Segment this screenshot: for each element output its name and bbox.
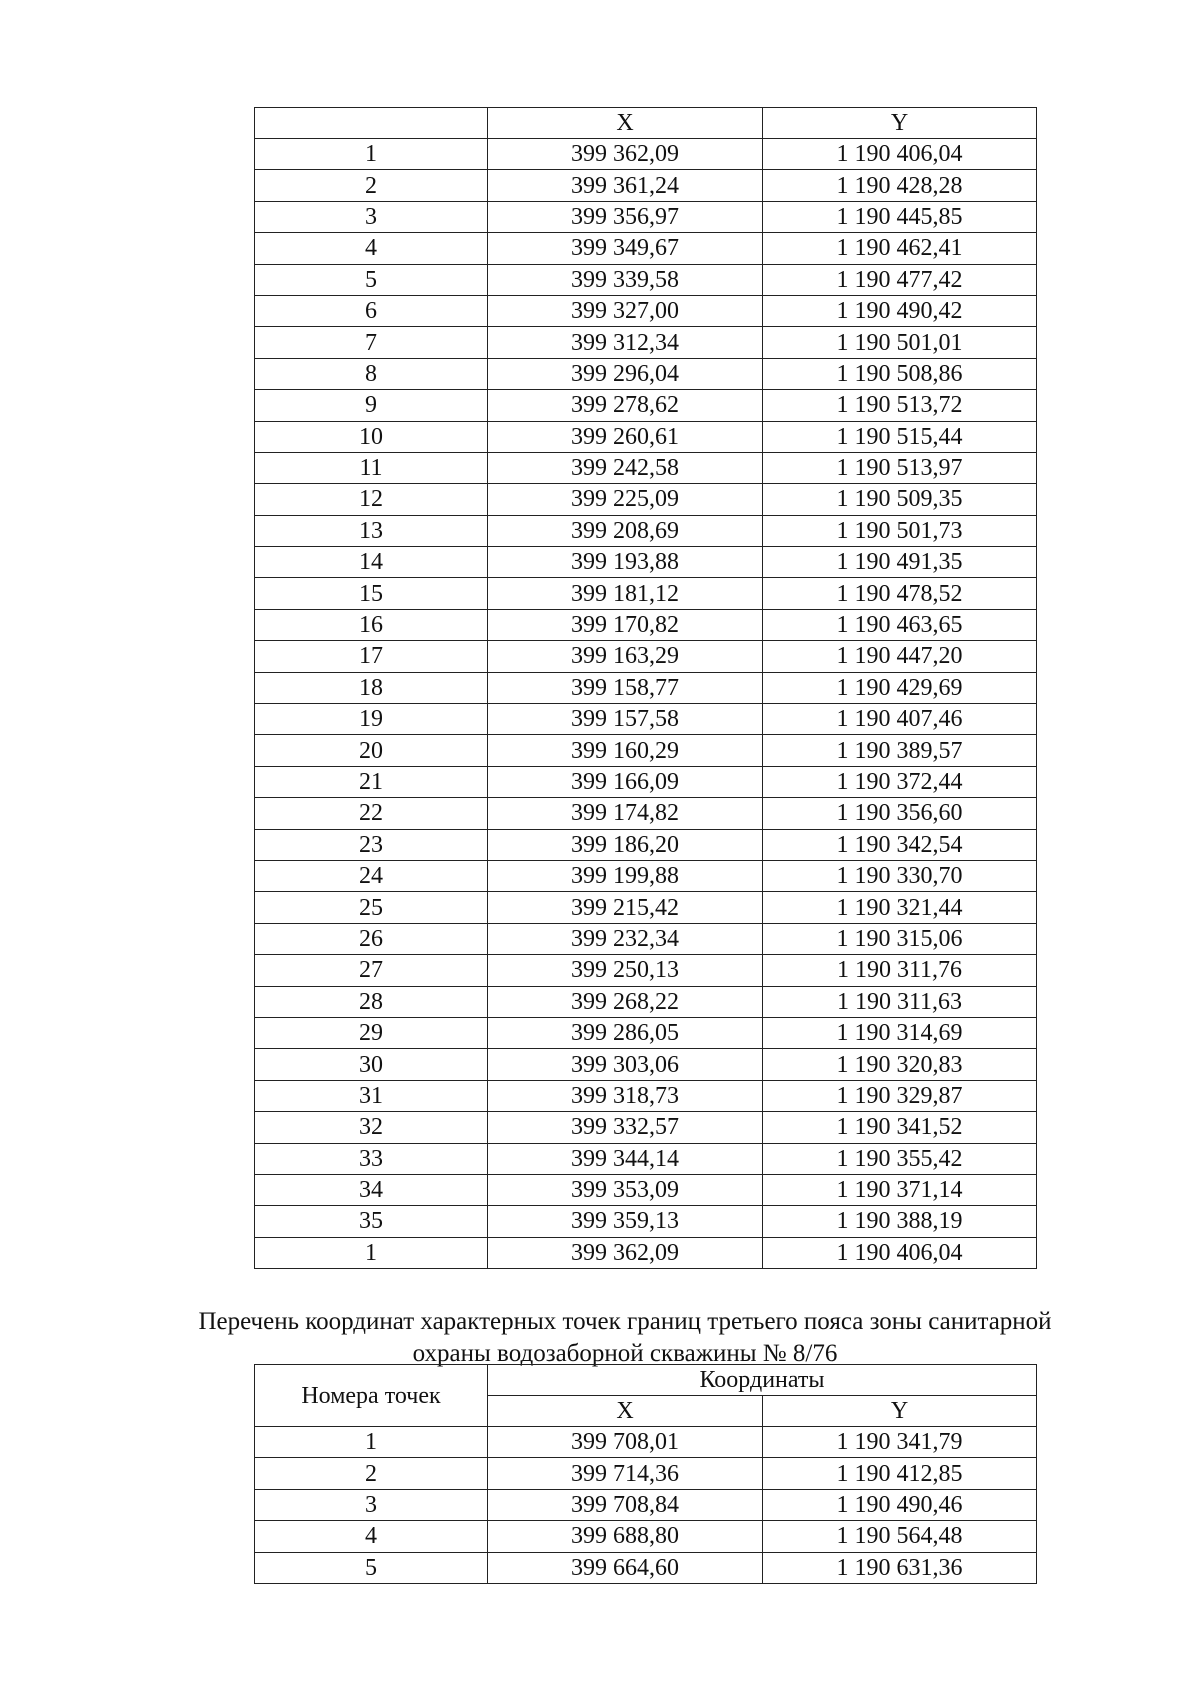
cell-x: 399 174,82 (488, 798, 763, 829)
cell-x: 399 708,84 (488, 1489, 763, 1520)
cell-x: 399 359,13 (488, 1206, 763, 1237)
cell-x: 399 688,80 (488, 1521, 763, 1552)
cell-point-number: 19 (255, 704, 488, 735)
cell-y: 1 190 412,85 (763, 1458, 1037, 1489)
cell-y: 1 190 314,69 (763, 1017, 1037, 1048)
cell-x: 399 232,34 (488, 923, 763, 954)
cell-x: 399 714,36 (488, 1458, 763, 1489)
table-row (255, 295, 1037, 326)
cell-point-number: 12 (255, 484, 488, 515)
table-row (255, 421, 1037, 452)
table-row (255, 1017, 1037, 1048)
cell-x: 399 332,57 (488, 1112, 763, 1143)
cell-point-number: 34 (255, 1174, 488, 1205)
cell-x: 399 157,58 (488, 704, 763, 735)
cell-y: 1 190 320,83 (763, 1049, 1037, 1080)
table-row (255, 1112, 1037, 1143)
header-point-number (255, 108, 488, 139)
cell-point-number: 33 (255, 1143, 488, 1174)
cell-y: 1 190 356,60 (763, 798, 1037, 829)
cell-y: 1 190 477,42 (763, 264, 1037, 295)
header-coordinates: Координаты (488, 1365, 1037, 1396)
cell-point-number: 10 (255, 421, 488, 452)
cell-x: 399 158,77 (488, 672, 763, 703)
table-row (255, 1143, 1037, 1174)
table-row (255, 1521, 1037, 1552)
cell-y: 1 190 462,41 (763, 233, 1037, 264)
table-row (255, 327, 1037, 358)
cell-y: 1 190 501,73 (763, 515, 1037, 546)
cell-y: 1 190 315,06 (763, 923, 1037, 954)
table-row (255, 1174, 1037, 1205)
table-row (255, 735, 1037, 766)
cell-point-number: 28 (255, 986, 488, 1017)
cell-x: 399 166,09 (488, 766, 763, 797)
cell-y: 1 190 330,70 (763, 860, 1037, 891)
header-x: X (488, 1396, 763, 1427)
cell-point-number: 6 (255, 295, 488, 326)
cell-y: 1 190 389,57 (763, 735, 1037, 766)
table-row (255, 515, 1037, 546)
table-row (255, 484, 1037, 515)
cell-y: 1 190 501,01 (763, 327, 1037, 358)
cell-y: 1 190 513,72 (763, 390, 1037, 421)
cell-point-number: 3 (255, 1489, 488, 1520)
cell-y: 1 190 445,85 (763, 201, 1037, 232)
cell-x: 399 708,01 (488, 1427, 763, 1458)
cell-point-number: 3 (255, 201, 488, 232)
cell-x: 399 268,22 (488, 986, 763, 1017)
table-row (255, 201, 1037, 232)
cell-y: 1 190 508,86 (763, 358, 1037, 389)
cell-y: 1 190 321,44 (763, 892, 1037, 923)
table-header-row (255, 1365, 1037, 1396)
cell-point-number: 17 (255, 641, 488, 672)
header-point-numbers: Номера точек (255, 1365, 488, 1427)
table-caption (150, 1306, 1100, 1370)
cell-point-number: 27 (255, 955, 488, 986)
cell-y: 1 190 509,35 (763, 484, 1037, 515)
cell-y: 1 190 311,76 (763, 955, 1037, 986)
table-row (255, 766, 1037, 797)
cell-x: 399 362,09 (488, 139, 763, 170)
cell-y: 1 190 406,04 (763, 1237, 1037, 1268)
cell-point-number: 5 (255, 264, 488, 295)
cell-y: 1 190 491,35 (763, 547, 1037, 578)
cell-point-number: 30 (255, 1049, 488, 1080)
table-row (255, 170, 1037, 201)
cell-x: 399 286,05 (488, 1017, 763, 1048)
cell-point-number: 1 (255, 1427, 488, 1458)
cell-y: 1 190 341,79 (763, 1427, 1037, 1458)
table-row (255, 358, 1037, 389)
table-row (255, 264, 1037, 295)
cell-point-number: 31 (255, 1080, 488, 1111)
table-row (255, 1552, 1037, 1583)
cell-x: 399 170,82 (488, 609, 763, 640)
cell-x: 399 327,00 (488, 295, 763, 326)
cell-point-number: 20 (255, 735, 488, 766)
cell-x: 399 312,34 (488, 327, 763, 358)
cell-point-number: 13 (255, 515, 488, 546)
table-row (255, 1049, 1037, 1080)
cell-point-number: 1 (255, 139, 488, 170)
cell-y: 1 190 311,63 (763, 986, 1037, 1017)
cell-x: 399 215,42 (488, 892, 763, 923)
table-row (255, 390, 1037, 421)
cell-point-number: 21 (255, 766, 488, 797)
table-row (255, 547, 1037, 578)
cell-point-number: 11 (255, 452, 488, 483)
cell-x: 399 278,62 (488, 390, 763, 421)
cell-x: 399 356,97 (488, 201, 763, 232)
cell-y: 1 190 355,42 (763, 1143, 1037, 1174)
cell-y: 1 190 388,19 (763, 1206, 1037, 1237)
header-y: Y (763, 1396, 1037, 1427)
cell-point-number: 26 (255, 923, 488, 954)
table-row (255, 1489, 1037, 1520)
table-row (255, 641, 1037, 672)
cell-point-number: 16 (255, 609, 488, 640)
cell-y: 1 190 372,44 (763, 766, 1037, 797)
cell-x: 399 242,58 (488, 452, 763, 483)
table-row (255, 578, 1037, 609)
cell-y: 1 190 341,52 (763, 1112, 1037, 1143)
cell-x: 399 160,29 (488, 735, 763, 766)
cell-y: 1 190 564,48 (763, 1521, 1037, 1552)
cell-x: 399 664,60 (488, 1552, 763, 1583)
cell-x: 399 260,61 (488, 421, 763, 452)
cell-y: 1 190 406,04 (763, 139, 1037, 170)
cell-y: 1 190 371,14 (763, 1174, 1037, 1205)
cell-x: 399 339,58 (488, 264, 763, 295)
cell-point-number: 4 (255, 233, 488, 264)
cell-x: 399 353,09 (488, 1174, 763, 1205)
table-row (255, 1080, 1037, 1111)
table-row (255, 233, 1037, 264)
table-header-row (255, 108, 1037, 139)
cell-x: 399 163,29 (488, 641, 763, 672)
caption-line-1: Перечень координат характерных точек границ третьего пояса зоны санитарной (198, 1308, 1052, 1335)
cell-x: 399 193,88 (488, 547, 763, 578)
cell-point-number: 32 (255, 1112, 488, 1143)
table-row (255, 1458, 1037, 1489)
cell-point-number: 35 (255, 1206, 488, 1237)
cell-point-number: 25 (255, 892, 488, 923)
table-row (255, 1237, 1037, 1268)
cell-y: 1 190 513,97 (763, 452, 1037, 483)
cell-y: 1 190 515,44 (763, 421, 1037, 452)
cell-point-number: 4 (255, 1521, 488, 1552)
table-row (255, 829, 1037, 860)
cell-x: 399 296,04 (488, 358, 763, 389)
table-row (255, 923, 1037, 954)
cell-point-number: 2 (255, 1458, 488, 1489)
cell-x: 399 361,24 (488, 170, 763, 201)
table-body (255, 139, 1037, 1269)
table-row (255, 139, 1037, 170)
cell-y: 1 190 490,46 (763, 1489, 1037, 1520)
cell-y: 1 190 428,28 (763, 170, 1037, 201)
table-body (255, 1427, 1037, 1584)
cell-y: 1 190 490,42 (763, 295, 1037, 326)
cell-point-number: 1 (255, 1237, 488, 1268)
cell-point-number: 9 (255, 390, 488, 421)
cell-y: 1 190 429,69 (763, 672, 1037, 703)
cell-point-number: 2 (255, 170, 488, 201)
cell-y: 1 190 329,87 (763, 1080, 1037, 1111)
cell-x: 399 199,88 (488, 860, 763, 891)
cell-y: 1 190 407,46 (763, 704, 1037, 735)
cell-x: 399 303,06 (488, 1049, 763, 1080)
cell-x: 399 349,67 (488, 233, 763, 264)
cell-x: 399 181,12 (488, 578, 763, 609)
cell-y: 1 190 478,52 (763, 578, 1037, 609)
table-row (255, 609, 1037, 640)
cell-x: 399 225,09 (488, 484, 763, 515)
cell-point-number: 24 (255, 860, 488, 891)
table-row (255, 798, 1037, 829)
cell-point-number: 8 (255, 358, 488, 389)
table-row (255, 955, 1037, 986)
cell-point-number: 29 (255, 1017, 488, 1048)
table-row (255, 1427, 1037, 1458)
cell-point-number: 15 (255, 578, 488, 609)
cell-y: 1 190 342,54 (763, 829, 1037, 860)
cell-point-number: 7 (255, 327, 488, 358)
cell-x: 399 318,73 (488, 1080, 763, 1111)
cell-point-number: 14 (255, 547, 488, 578)
table-row (255, 860, 1037, 891)
cell-x: 399 208,69 (488, 515, 763, 546)
table-row (255, 892, 1037, 923)
table-row (255, 1206, 1037, 1237)
cell-x: 399 250,13 (488, 955, 763, 986)
cell-x: 399 186,20 (488, 829, 763, 860)
table-row (255, 704, 1037, 735)
header-y: Y (763, 108, 1037, 139)
coordinates-table-main (254, 107, 1037, 1269)
table-row (255, 986, 1037, 1017)
caption-line-2: охраны водозаборной скважины № 8/76 (412, 1340, 838, 1367)
cell-y: 1 190 631,36 (763, 1552, 1037, 1583)
cell-point-number: 5 (255, 1552, 488, 1583)
cell-x: 399 362,09 (488, 1237, 763, 1268)
cell-x: 399 344,14 (488, 1143, 763, 1174)
table-row (255, 452, 1037, 483)
coordinates-table-third-zone (254, 1364, 1037, 1584)
header-x: X (488, 108, 763, 139)
cell-point-number: 18 (255, 672, 488, 703)
cell-y: 1 190 447,20 (763, 641, 1037, 672)
table-row (255, 672, 1037, 703)
cell-y: 1 190 463,65 (763, 609, 1037, 640)
cell-point-number: 23 (255, 829, 488, 860)
cell-point-number: 22 (255, 798, 488, 829)
